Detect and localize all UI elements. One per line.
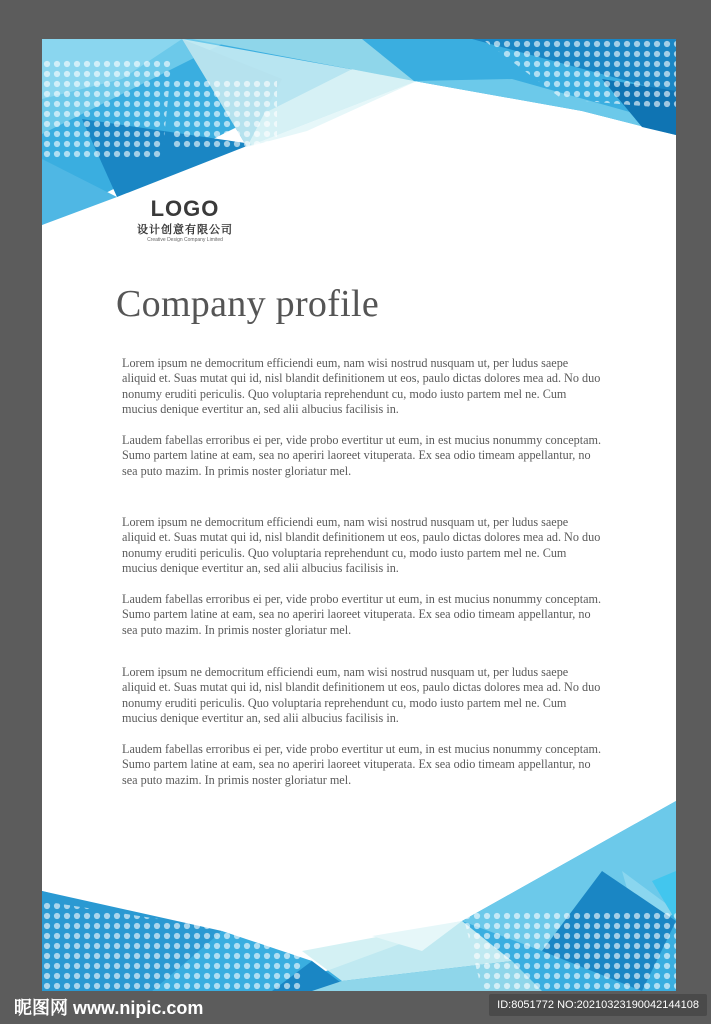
footer-bar — [0, 991, 711, 1024]
body-paragraph-6: Laudem fabellas erroribus ei per, vide probo evertitur ut eum, in est mucius nonummy conceptam. Sumo partem latine at eam, sea no aperiri laoreet vituperata. Ex sea odio timeam appellantur, no sea puto mazim. In primis noster gloriatur mel. — [122, 742, 602, 787]
body-paragraph-1: Lorem ipsum ne democritum efficiendi eum, nam wisi nostrud nusquam ut, per ludus saepe aliquid et. Suas mutat qui id, nisl blandit definitionem ut eos, paulo dictas dolores mea ad. No duo nonumy eruditi periculis. Quo voluptaria reprehendunt cu, modo iusto partem mel ne. Cum mucius denique evertitur an, sed alii albucius facilisis in. — [122, 356, 601, 417]
bottom-polygon-decoration — [42, 791, 676, 991]
site-watermark: 昵图网 www.nipic.com — [14, 998, 204, 1018]
body-paragraph-3: Lorem ipsum ne democritum efficiendi eum, nam wisi nostrud nusquam ut, per ludus saepe aliquid et. Suas mutat qui id, nisl blandit definitionem ut eos, paulo dictas dolores mea ad. No duo nonumy eruditi periculis. Quo voluptaria reprehendunt cu, modo iusto partem mel ne. Cum mucius denique evertitur an, sed alii albucius facilisis in. — [122, 515, 601, 576]
logo-company-name-en: Creative Design Company Limited — [147, 237, 223, 243]
body-paragraph-5: Lorem ipsum ne democritum efficiendi eum, nam wisi nostrud nusquam ut, per ludus saepe aliquid et. Suas mutat qui id, nisl blandit definitionem ut eos, paulo dictas dolores mea ad. No duo nonumy eruditi periculis. Quo voluptaria reprehendunt cu, modo iusto partem mel ne. Cum mucius denique evertitur an, sed alii albucius facilisis in. — [122, 665, 601, 726]
letterhead-page — [42, 39, 676, 991]
logo-company-name-cn: 设计创意有限公司 — [137, 224, 233, 236]
company-logo — [120, 197, 250, 244]
document-title: Company profile — [116, 283, 380, 325]
body-paragraph-2: Laudem fabellas erroribus ei per, vide probo evertitur ut eum, in est mucius nonummy conceptam. Sumo partem latine at eam, sea no aperiri laoreet vituperata. Ex sea odio timeam appellantur, no sea puto mazim. In primis noster gloriatur mel. — [122, 433, 602, 478]
image-id-label: ID:8051772 NO:20210323190042144108 — [489, 994, 707, 1016]
logo-word: LOGO — [150, 196, 220, 221]
body-paragraph-4: Laudem fabellas erroribus ei per, vide probo evertitur ut eum, in est mucius nonummy conceptam. Sumo partem latine at eam, sea no aperiri laoreet vituperata. Ex sea odio timeam appellantur, no sea puto mazim. In primis noster gloriatur mel. — [122, 592, 602, 637]
